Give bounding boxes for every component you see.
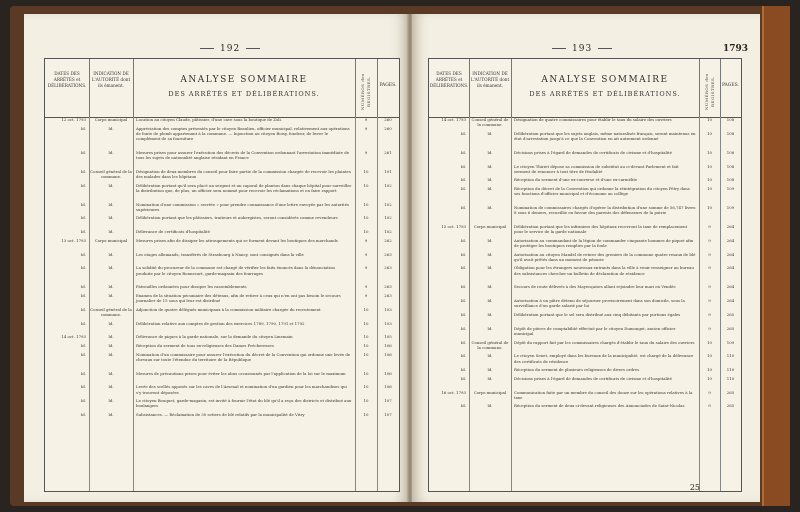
table-row [429, 376, 741, 390]
table-row [429, 403, 741, 417]
left-table-header [45, 59, 399, 118]
row-date: Id. [460, 367, 466, 373]
row-date: Id. [80, 149, 86, 155]
table-row [45, 384, 399, 398]
row-authority: Id. [108, 342, 114, 348]
table-row [45, 307, 399, 321]
row-page: 103 [384, 320, 392, 326]
table-row [45, 284, 399, 293]
row-analysis: Délibération portant que les infirmiers des hôpitaux recevront la taxe de remplacement pour le service de la garde nationale [514, 223, 688, 235]
row-authority: Id. [487, 367, 493, 373]
row-register-number: 10 [363, 398, 369, 404]
row-date: Id. [80, 384, 86, 390]
table-row [45, 293, 399, 307]
row-authority: Conseil général de la commune. [471, 339, 509, 350]
row-register-number: 10 [707, 185, 712, 191]
row-authority: Id. [108, 411, 114, 417]
col-analysis-header: ANALYSE SOMMAIRE DES ARRÊTÉS ET DÉLIBÉRATIONS. [133, 59, 356, 117]
row-analysis: Patrouilles ordonnées pour dissiper les rassemblements [136, 284, 247, 290]
row-date: Id. [80, 320, 86, 326]
table-row [45, 202, 399, 216]
row-page: 265 [726, 389, 735, 395]
row-date: 14 oct. 1793 [441, 117, 466, 122]
row-analysis: Mesures prises pour assurer l'exécution des décrets de la Convention ordonnant l'arrestation immédiate de tous les sujets de nationalité anglaise résidant en France [136, 149, 350, 160]
row-page: 109 [726, 204, 735, 210]
col-dates-header: DATES DES ARRÊTÉS et DÉLIBÉRATIONS. [45, 59, 90, 117]
row-page: 108 [726, 177, 735, 183]
row-register-number: 9 [708, 298, 711, 304]
row-authority: Id. [487, 375, 493, 381]
row-authority: Id. [487, 237, 493, 243]
table-row [429, 131, 741, 150]
row-register-number: 10 [363, 384, 369, 390]
table-row [429, 177, 741, 186]
row-register-number: 9 [708, 223, 711, 229]
row-authority: Id. [487, 177, 493, 183]
row-authority: Corps municipal [473, 223, 507, 229]
row-page: 263 [384, 292, 392, 298]
row-page: 108 [726, 149, 735, 155]
row-date: Id. [460, 298, 466, 304]
row-analysis: Délibération portant que les sujets anglais, même naturalisés français, seront maintenus en état d'arrestation jusqu'à ce que la Convention en ait autrement ordonné [514, 130, 696, 141]
row-date: Id. [80, 215, 86, 221]
row-date: Id. [460, 325, 466, 331]
col-authority-header: INDICATION DE L'AUTORITÉ dont ils émanent. [89, 59, 134, 117]
row-analysis: La solidité du procureur de la commune est chargé de vérifier les faits énoncés dans la dénonciation produite par le citoyen Bonnecart, garde-magasin des fourrages [136, 265, 335, 276]
table-row [429, 186, 741, 205]
row-analysis: Dépôt du rapport fait par les commissaires chargés d'établir le taux du salaire des ouvriers [514, 339, 695, 345]
row-authority: Id. [108, 182, 114, 188]
row-register-number: 10 [363, 168, 369, 174]
table-row [45, 321, 399, 335]
table-row [429, 238, 741, 252]
row-register-number: 9 [364, 149, 368, 155]
row-analysis: Obligation pour les étrangers nouveaux entrants dans la ville à venir renseigner au bureau des subsistances chercher un bulletin de déclaration de résidence [514, 265, 694, 276]
row-analysis: Appréciation des comptes présentés par le citoyen Beaulieu, officier municipal, relativement aux opérations de fonte de plomb appartenant à la commune. — Injonction au citoyen Boisy, fondeur, de livrer le complément de sa fourniture [136, 125, 350, 141]
row-authority: Id. [487, 353, 493, 359]
row-register-number: 9 [708, 237, 711, 243]
row-page: 260 [384, 125, 392, 131]
row-analysis: Le citoyen Thiriet dépose sa commission de substitut au ci-devant Parlement et fait serment de renoncer à tout titre de féodalité [514, 163, 679, 174]
row-page: 263 [384, 251, 392, 257]
row-analysis: Réception du décret de la Convention qui ordonne la réintégration du citoyen Pétry dans ses fonctions d'officier municipal et d'économe au collège [514, 185, 690, 197]
row-analysis: Dépôt de pièces de comptabilité effectué par le citoyen Dumonget, ancien officier municipal [514, 325, 676, 336]
row-register-number: 10 [363, 342, 369, 348]
row-authority: Id. [487, 298, 493, 304]
row-date: Id. [80, 351, 86, 357]
table-row [45, 265, 399, 284]
row-page: 264 [726, 298, 735, 304]
row-analysis: Désignation de quatre commissaires pour établir le taux du salaire des ouvriers [514, 117, 672, 122]
row-authority: Id. [108, 149, 114, 155]
row-analysis: Délibération portant que le sel sera distribué aux cinq débitants par portions égales [514, 311, 681, 317]
row-authority: Id. [487, 265, 493, 271]
row-register-number: 9 [364, 265, 368, 271]
table-row [45, 334, 399, 343]
right-table-rows [429, 117, 741, 417]
signature-number: 25 [689, 483, 700, 492]
table-row [429, 205, 741, 224]
row-page: 264 [726, 265, 735, 271]
table-row [45, 117, 399, 126]
row-analysis: Décisions prises à l'égard de demandes de certificats de civisme et d'hospitalité [514, 149, 672, 155]
row-date: Id. [460, 130, 466, 136]
table-row [45, 150, 399, 169]
row-register-number: 10 [363, 370, 369, 376]
row-authority: Id. [487, 185, 493, 191]
row-date: Id. [80, 411, 86, 417]
table-row [45, 183, 399, 202]
row-authority: Corps municipal [94, 117, 128, 122]
row-authority: Id. [487, 163, 493, 169]
col-numbers-header: NUMÉROS des REGISTRES. [355, 59, 378, 117]
row-authority: Id. [487, 149, 493, 155]
left-table-rows [45, 117, 399, 426]
table-row [429, 367, 741, 376]
row-register-number: 10 [707, 177, 712, 183]
row-date: Id. [460, 353, 466, 359]
row-page: 102 [384, 201, 392, 207]
row-page: 264 [726, 237, 735, 243]
row-date: Id. [80, 182, 86, 188]
table-row [45, 252, 399, 266]
table-row [45, 398, 399, 412]
row-analysis: Réception du serment de deux ci-devant religieuses des Annonciades de Saint-Nicolas [514, 403, 685, 409]
row-register-number: 10 [363, 215, 369, 221]
row-analysis: Examen de la situation pécuniaire des détenus, afin de retirer à ceux qui n'en ont pas besoin le secours journalier de 15 sous qui leur est distribué [136, 292, 341, 304]
table-row [429, 390, 741, 404]
row-date: Id. [460, 311, 466, 317]
right-table-header [429, 59, 741, 118]
row-date: Id. [80, 398, 86, 404]
row-authority: Id. [108, 215, 114, 221]
row-analysis: Réception du serment de plusieurs religieuses de divers ordres [514, 367, 640, 373]
row-register-number: 9 [708, 284, 711, 290]
row-register-number: 10 [707, 339, 712, 345]
row-register-number: 9 [708, 389, 711, 395]
row-date: Id. [460, 204, 466, 210]
table-row [429, 312, 741, 326]
row-page: 108 [726, 163, 735, 169]
row-page: 263 [384, 265, 392, 271]
row-page: 110 [726, 375, 735, 381]
row-page: 102 [384, 215, 392, 221]
row-authority: Corps municipal [94, 237, 128, 243]
row-analysis: Levée des scellés apposés sur les caves de l'Arsenal et nomination d'un gardien pour les marchandises qui s'y trouvent déposées [136, 384, 347, 395]
col-analysis-header: ANALYSE SOMMAIRE DES ARRÊTÉS ET DÉLIBÉRATIONS. [511, 59, 700, 117]
row-authority: Id. [108, 265, 114, 271]
row-date: Id. [80, 292, 86, 298]
row-analysis: Mesures prises afin de dissiper les attroupements qui se forment devant les boutiques des marchands [136, 237, 338, 243]
row-authority: Id. [108, 334, 114, 340]
col-numbers-header: NUMÉROS des REGISTRES. [699, 59, 721, 117]
row-page: 265 [726, 325, 735, 331]
table-row [429, 252, 741, 266]
row-authority: Id. [487, 403, 493, 409]
row-register-number: 9 [708, 251, 711, 257]
row-authority: Id. [108, 320, 114, 326]
row-authority: Id. [108, 351, 114, 357]
table-row [45, 412, 399, 426]
row-page: 263 [384, 284, 392, 290]
row-analysis: Secours de route délivrés à des Mayençaises allant rejoindre leur mari en Vendée [514, 284, 676, 290]
book [10, 6, 790, 506]
left-page [24, 14, 408, 502]
row-register-number: 9 [708, 403, 711, 409]
row-date: Id. [80, 229, 86, 235]
right-page-number: 193 [546, 44, 618, 54]
row-date: Id. [80, 370, 86, 376]
row-register-number: 9 [364, 125, 368, 131]
row-date: Id. [460, 163, 466, 169]
row-authority: Id. [108, 292, 114, 298]
row-page: 265 [726, 403, 735, 409]
col-pages-header: PAGES. [379, 83, 397, 88]
row-date: Id. [80, 125, 86, 131]
row-date: Id. [460, 185, 466, 191]
table-row [429, 340, 741, 354]
row-analysis: Délibération portant que les pâtissiers, traiteurs et aubergistes, seront considérés comme revendeurs [136, 215, 338, 221]
row-register-number: 10 [363, 411, 369, 417]
row-analysis: Le citoyen Senet, employé dans les bureaux de la municipalité, est chargé de la délivrance des certificats de résidence [514, 353, 694, 364]
table-row [429, 224, 741, 238]
row-page: 108 [726, 130, 735, 136]
row-analysis: Réception du serment d'une ex-converse et d'une ex-carmélite [514, 177, 638, 183]
row-analysis: Nomination d'une commission « secrète » pour prendre connaissance d'une lettre envoyée par les autorités supérieures [136, 201, 350, 212]
row-analysis: Nomination d'un commissaire pour assurer l'exécution du décret de la Convention qui ordonne une levée de chevaux sur toute l'étendue du territoire de la République [136, 351, 351, 362]
left-page-number: 192 [194, 44, 266, 54]
row-authority: Id. [487, 311, 493, 317]
table-row [45, 343, 399, 352]
row-analysis: Décisions prises à l'égard de demandes de certificats de civisme et d'hospitalité [514, 375, 672, 381]
row-page: 110 [726, 367, 735, 373]
row-authority: Conseil général de la commune. [90, 306, 132, 317]
row-register-number: 9 [708, 325, 711, 331]
row-authority: Id. [487, 325, 493, 331]
row-register-number: 10 [707, 149, 712, 155]
row-register-number: 9 [364, 237, 368, 243]
right-page [412, 14, 760, 502]
table-row [429, 326, 741, 340]
row-analysis: Mesures de précautions prises pour éviter les abus occasionnés par l'application de la loi sur le maximum [136, 370, 346, 376]
row-date: Id. [460, 237, 466, 243]
row-register-number: 9 [364, 117, 368, 122]
table-row [45, 126, 399, 150]
row-date: Id. [460, 403, 466, 409]
row-analysis: Subsistances. — Réclamation de 30 setiers de blé relatifs par la municipalité de Vitry [136, 411, 305, 417]
row-date: Id. [80, 168, 86, 174]
book-spine-edge [762, 6, 790, 506]
row-date: 15 oct. 1793 [441, 223, 466, 229]
table-row [429, 117, 741, 131]
row-analysis: Désignation de deux membres du conseil pour faire partie de la commission chargée de recevoir les plaintes des malades dans les hôpitaux [136, 168, 351, 179]
row-page: 262 [384, 237, 392, 243]
row-analysis: Autorisation à un pâtre détenu de séjourner provisoirement dans son domicile, sous la surveillance d'un garde salarié par lui [514, 298, 685, 309]
row-register-number: 10 [707, 163, 712, 169]
row-page: 264 [726, 223, 735, 229]
left-table [44, 58, 400, 492]
row-analysis: Délibération portant qu'il sera placé un sergent et un caporal de planton dans chaque hôpital pour surveiller la distribution que, de plus, un officier sera nommé pour recevoir les réclamations et en faire rapport [136, 182, 352, 193]
row-date: Id. [80, 284, 86, 290]
row-date: Id. [80, 306, 86, 312]
table-row [429, 284, 741, 298]
row-register-number: 10 [707, 367, 712, 373]
col-pages-header: PAGES. [721, 83, 740, 88]
row-date: 14 oct. 1793 [61, 334, 86, 340]
row-authority: Id. [108, 398, 114, 404]
row-page: 103 [384, 306, 392, 312]
row-authority: Id. [108, 284, 114, 290]
row-page: 261 [384, 149, 392, 155]
row-date: Id. [460, 265, 466, 271]
row-register-number: 9 [364, 292, 368, 298]
row-authority: Id. [108, 251, 114, 257]
row-authority: Id. [487, 130, 493, 136]
row-page: 260 [384, 117, 392, 122]
row-register-number: 10 [707, 353, 712, 359]
table-row [45, 229, 399, 238]
row-page: 106 [384, 342, 392, 348]
row-authority: Id. [487, 204, 493, 210]
row-authority: Corps municipal [473, 389, 507, 395]
row-date: Id. [460, 284, 466, 290]
row-analysis: Délibération relative aux comptes de gestion des exercices 1789, 1790, 1791 et 1792 [136, 320, 305, 326]
row-analysis: Nomination de commissaires chargés d'opérer la distribution d'une somme de 56,747 livres 8 sous 6 deniers, recueillie en faveur des parents des défenseurs de la patrie [514, 204, 696, 216]
row-analysis: Communication faite par un membre du conseil des douze sur les opérations relatives à la taxe [514, 389, 693, 400]
row-register-number: 10 [707, 204, 712, 210]
row-register-number: 9 [708, 265, 711, 271]
row-page: 109 [726, 185, 735, 191]
row-date: 16 oct. 1793 [441, 389, 466, 395]
row-page: 107 [384, 411, 392, 417]
table-row [45, 352, 399, 371]
row-date: Id. [80, 201, 86, 207]
row-date: Id. [460, 251, 466, 257]
col-authority-header: INDICATION DE L'AUTORITÉ dont ils émanent. [469, 59, 512, 117]
row-authority: Conseil général de la commune. [471, 117, 509, 128]
row-date: 13 oct. 1793 [61, 237, 86, 243]
row-register-number: 10 [363, 182, 369, 188]
row-register-number: 10 [363, 351, 369, 357]
row-page: 110 [726, 353, 735, 359]
row-page: 264 [726, 284, 735, 290]
row-register-number: 10 [707, 117, 712, 122]
row-analysis: Délivrance de certificats d'hospitalité [136, 229, 210, 235]
table-row [45, 169, 399, 183]
row-register-number: 10 [363, 229, 369, 235]
row-page: 106 [384, 384, 392, 390]
row-page: 102 [384, 182, 392, 188]
table-row [45, 371, 399, 385]
row-page: 106 [384, 351, 392, 357]
row-register-number: 9 [364, 284, 368, 290]
row-register-number: 10 [363, 334, 369, 340]
row-analysis: Délivrance de piques à la garde nationale, sur la demande du citoyen Linemain [136, 334, 293, 340]
row-date: Id. [80, 251, 86, 257]
row-page: 102 [384, 229, 392, 235]
row-page: 106 [384, 370, 392, 376]
row-analysis: Autorisation au citoyen Mandel de retirer des greniers de la commune quatre resaux de blé qu'il avait prêtés dans un moment de pénurie [514, 251, 696, 262]
row-date: Id. [460, 149, 466, 155]
row-page: 107 [384, 398, 392, 404]
row-analysis: Les otages allemands, transférés de Strasbourg à Nancy, sont consignés dans la ville [136, 251, 304, 257]
row-page: 264 [726, 251, 735, 257]
row-authority: Id. [108, 370, 114, 376]
row-authority: Id. [108, 384, 114, 390]
table-row [45, 215, 399, 229]
col-dates-header: DATES DES ARRÊTÉS et DÉLIBÉRATIONS. [429, 59, 470, 117]
row-date: Id. [80, 342, 86, 348]
row-register-number: 10 [363, 306, 369, 312]
row-analysis: Location au citoyen Claude, pâtissier, d'une cave sous la boutique de Zoli. [136, 117, 283, 122]
row-authority: Id. [487, 284, 493, 290]
row-authority: Id. [108, 201, 114, 207]
row-page: 109 [726, 339, 735, 345]
table-row [429, 150, 741, 164]
row-analysis: Le citoyen Bouquet, garde-magasin, est invité à fournir l'état du blé qu'il a reçu des districts et distribué aux boulangers [136, 398, 352, 409]
row-register-number: 10 [363, 320, 369, 326]
row-analysis: Autorisation au commandant de la légion de commander cinquante hommes de piquet afin de protéger les boutiques remplies par la foule [514, 237, 694, 248]
row-date: Id. [460, 339, 466, 345]
row-register-number: 9 [364, 251, 368, 257]
row-authority: Id. [487, 251, 493, 257]
row-date: 12 oct. 1793 [61, 117, 86, 122]
row-date: Id. [80, 265, 86, 271]
row-analysis: Adjonction de quatre délégués municipaux à la commission militaire chargée du recrutement [136, 306, 321, 312]
row-authority: Id. [108, 125, 114, 131]
table-row [429, 265, 741, 284]
row-page: 101 [384, 168, 392, 174]
row-authority: Id. [108, 229, 114, 235]
row-page: 265 [726, 311, 735, 317]
row-authority: Conseil général de la commune. [90, 168, 132, 179]
right-page-year: 1793 [722, 44, 748, 54]
table-row [429, 164, 741, 178]
row-page: 108 [726, 117, 735, 122]
row-date: Id. [460, 177, 466, 183]
row-analysis: Réception du serment de tous ex-religieuses des Dames Précheresses [136, 342, 274, 348]
row-register-number: 9 [708, 311, 711, 317]
table-row [429, 298, 741, 312]
row-register-number: 10 [707, 130, 712, 136]
row-date: Id. [460, 375, 466, 381]
table-row [429, 353, 741, 367]
row-page: 105 [384, 334, 392, 340]
row-register-number: 10 [707, 375, 712, 381]
table-row [45, 238, 399, 252]
row-register-number: 10 [363, 201, 369, 207]
right-table [428, 58, 742, 492]
